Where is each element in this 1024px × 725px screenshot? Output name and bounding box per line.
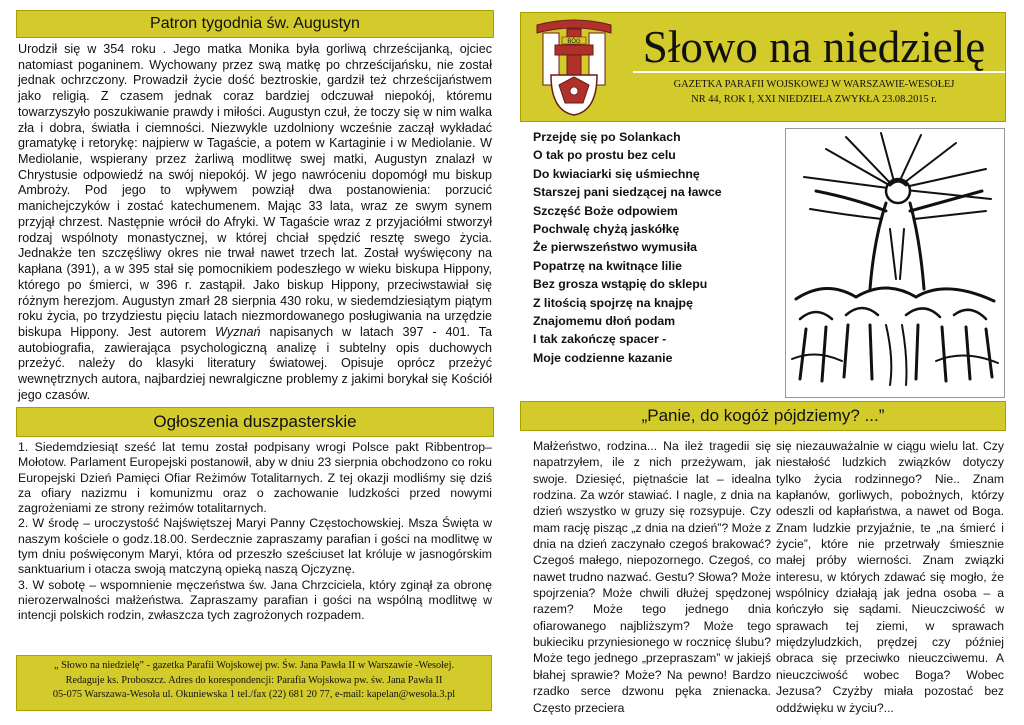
announcements-header-title: Ogłoszenia duszpasterskie [153, 412, 357, 431]
announcements-header [16, 407, 494, 437]
patron-paragraph [18, 42, 492, 404]
poem-line: Pochwalę chyżą jaskółkę [533, 222, 680, 237]
poem-line: Popatrzę na kwitnące lilie [533, 258, 682, 273]
poem-line: Z litością spojrzę na knajpę [533, 295, 693, 310]
article-header [520, 401, 1006, 431]
article-text-left: Małżeństwo, rodzina... Na ileż tragedii się napatrzyłem, ile z nich przeżywam, jak swoje. Dziesięć, piętnaście lat – idealna rodzina. Za wzór stawiać. I nagle, z dnia na dzień wszystko w gruzy się rozsypuje. Czy mam rację pisząc „z dnia na dzień”? Może z dnia na dzień zaczynało czegoś brakować? Czegoś małego, niepozornego. Czegoś, co nawet trudno nazwać. Gestu? Słowa? Może spojrzenia? Może chwili dłużej spędzonej razem? Może tego jednego dnia ofiarowanego najbliższym? Może tego bukieciku przyniesionego w rocznicę ślubu? Może tego jednego „przepraszam” w jakiejś błahej sprawie? Może? Na pewno! Bardzo rzadko serce dzwonu pęka znienacka. Często przeciera [533, 439, 771, 715]
newsletter-subtitle [625, 77, 1003, 107]
article-text-right: się niezauważalnie w ciągu wielu lat. Czy niestałość ludzkich związków dotyczy tylko życia rodzinnego? Nie.. Znam kapłanów, gorliwych, pobożnych, którzy odeszli od kapłaństwa, a nawet od Boga. Znam ludzkie przyjaźnie, te „na śmierć i życie”, które nie przetrwały śmiesznie małej próby wierności. Znam związki interesu, w których zdawać się mogło, że wspólnicy działają jak jedna osoba – a kończyło się sądami. Nieuczciwość w sprawach tej ziemi, w sprawach międzyludzkich, prędzej czy później obraca się przeciwko nieuczciwemu. A nieuczciwość wobec Boga? Wobec Jezusa? Czyżby miała pozostać bez oddźwięku w życiu?... [776, 439, 1004, 715]
poem-line: Moje codzienne kazanie [533, 350, 673, 365]
announcement-item: 2. W środę – uroczystość Najświętszej Maryi Panny Częstochowskiej. Msza Święta w naszym kościele o godz.18.00. Serdecznie zapraszamy parafian i gości na modlitwę w tym dniu poświęconym Maryi, która od przeszło sześciuset lat króluje w jasnogórskim sanktuarium i otacza swoją matczyną opieką naszą Ojczyznę. [18, 516, 492, 577]
parish-emblem-icon [529, 15, 619, 119]
announcements-list [18, 440, 492, 624]
patron-text-main: Urodził się w 354 roku . Jego matka Monika była gorliwą chrześcijanką, ojciec natomiast poganinem. Wychowany przez swą matkę po chrześcijańsku, nie został jednak ochrzczony. Prowadził życie dość beztroskie, gardził też chrześcijaństwem jako religią. Z czasem jednak coraz bardziej odczuwał niepokój, któremu towarzyszyło poszukiwanie prawdy i miłości. Augustyn czuł, że toczy się w nim walka zła i dobra, światła i ciemności. Niezwykle uzdolniony wcześnie zaczął wykładać gramatykę i retorykę: najpierw w Tagaście, a potem w Kartaginie i w Mediolanie. W Mediolanie, wspierany przez żarliwą modlitwę swej matki, Augustyn znalazł w Chrystusie odpowiedź na swój niepokój. W jego nawróceniu dopomógł mu biskup Ambroży. Pod jego to wpływem powziął dwa postanowienia: porzucić manichejczyków i zostać katechumenem. Mając 33 lata, wraz ze swym synem przyjął chrzest. Następnie wrócił do Afryki. W Tagaście wraz z przyjaciółmi stworzył rodzaj wspólnoty monastycznej, w której chciał spędzić resztę swego życia. Jednakże ten szczęśliwy okres nie trwał nawet trzech lat. Został wyświęcony na kapłana (391), a w 395 stał się pomocnikiem podeszłego w wieku biskupa Hippony, którego po śmierci, w 396 r. zastąpił. Jako biskup Hippony, przeciwstawiał się różnym herezjom. Augustyn zmarł 28 sierpnia 430 roku, w siedemdziesiątym piątym roku życia, po trzydziestu pięciu latach niezmordowanego posługiwania na urzędzie biskupa Hippony. Jest autorem [18, 42, 492, 339]
footer-box [16, 655, 492, 711]
poem-line: I tak zakończę spacer - [533, 332, 667, 347]
subtitle-line-2: NR 44, ROK I, XXI NIEDZIELA ZWYKŁA 23.08.2015 r. [691, 94, 937, 105]
poem-line: Znajomemu dłoń podam [533, 314, 676, 329]
article-column-right [776, 438, 1004, 716]
newsletter-title: Słowo na niedzielę [642, 22, 986, 72]
article-column-left [533, 438, 771, 716]
poem-line: Do kwiaciarki się uśmiechnę [533, 166, 700, 181]
poem-line: Że pierwszeństwo wymusiła [533, 240, 698, 255]
footer-line-2: Redaguje ks. Proboszcz. Adres do korespondencji: Parafia Wojskowa pw. św. Jana Pawła II [65, 674, 443, 686]
patron-header-title: Patron tygodnia św. Augustyn [150, 15, 360, 32]
poem-line: Przejdę się po Solankach [533, 130, 681, 144]
poem-line: O tak po prostu bez celu [533, 148, 676, 163]
subtitle-line-1: GAZETKA PARAFII WOJSKOWEJ W WARSZAWIE-WESOŁEJ [673, 79, 955, 90]
illustration-sketch-icon [786, 129, 1004, 397]
title-divider [633, 71, 1005, 73]
poem-line: Starszej pani siedzącej na ławce [533, 185, 722, 200]
jesus-crowd-illustration [785, 128, 1005, 398]
patron-header [16, 10, 494, 38]
poem [533, 128, 773, 367]
article-header-title: „Panie, do kogóż pójdziemy? ...” [641, 406, 885, 425]
poem-line: Bez grosza wstąpię do sklepu [533, 277, 708, 292]
patron-text-end: napisanych w latach 397 - 401. Ta autobiografia, zawierająca psychologiczną analizę i subtelny opis duchowych przeżyć. należy do klasyki literatury światowej. Opisuje oprócz przeżyć wewnętrznych autora, najbardziej newralgiczne problemy z jakimi borykał się Kościół jego czasów. [18, 324, 492, 402]
patron-text-italic: Wyznań [215, 324, 261, 339]
footer-line-1: „ Słowo na niedzielę” - gazetka Parafii Wojskowej pw. Św. Jana Pawła II w Warszawie -Wesołej. [53, 660, 455, 671]
announcement-item: 1. Siedemdziesiąt sześć lat temu został podpisany wrogi Polsce pakt Ribbentrop–Mołotow. Parlament Europejski postanowił, aby w dniu 23 sierpnia obchodzono co roku Europejski Dzień Pamięci Ofiar Reżimów Totalitarnych. Z tej okazji modliśmy się dziś za ofiary nazizmu i komunizmu oraz o zachowanie ludzkości przed nowymi zagrożeniami ze strony reżimów totalitarnych. [18, 440, 492, 516]
masthead [520, 12, 1006, 122]
footer-line-3: 05-075 Warszawa-Wesoła ul. Okuniewska 1 tel./fax (22) 681 20 77, e-mail: kapelan@wesoła.3.pl [52, 689, 456, 700]
announcement-item: 3. W sobotę – wspomnienie męczeństwa św. Jana Chrzciciela, który zginął za obronę nierozerwalności małżeństwa. Zapraszamy parafian i gości na wspólną modlitwę w intencji polskich rodzin, zwłaszcza tych zagrożonych rozpadem. [18, 577, 492, 623]
svg-text:BÓG: BÓG [567, 39, 581, 45]
poem-line: Szczęść Boże odpowiem [533, 203, 678, 218]
patron-text [18, 42, 492, 404]
